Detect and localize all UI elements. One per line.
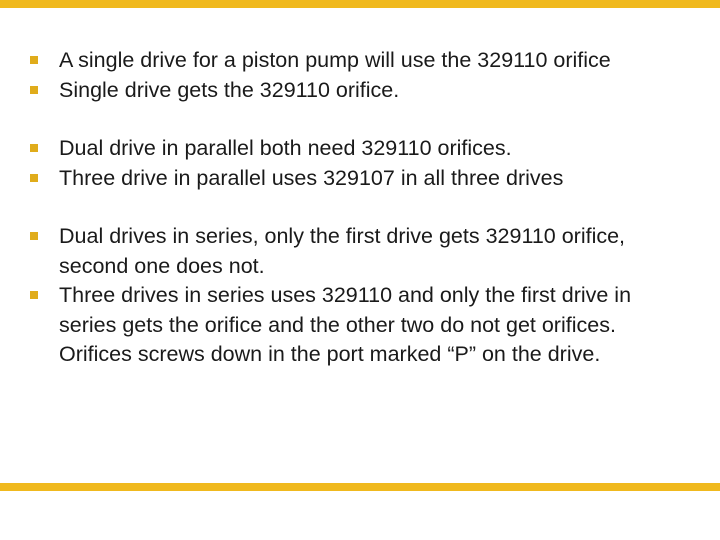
bullet-item bbox=[30, 222, 690, 281]
slide-body bbox=[30, 46, 690, 370]
bullet-text: Three drive in parallel uses 329107 in all three drives bbox=[59, 165, 564, 190]
square-bullet-icon bbox=[30, 56, 38, 64]
bullet-group-1 bbox=[30, 46, 690, 105]
bullet-item bbox=[30, 281, 690, 370]
bullet-text: Dual drives in series, only the first drive gets 329110 orifice, second one does not. bbox=[59, 224, 626, 278]
square-bullet-icon bbox=[30, 144, 38, 152]
bullet-item bbox=[30, 76, 690, 106]
square-bullet-icon bbox=[30, 291, 38, 299]
top-accent-bar bbox=[0, 0, 720, 8]
bullet-group-3 bbox=[30, 222, 690, 370]
bullet-item bbox=[30, 164, 690, 194]
bullet-text: Three drives in series uses 329110 and only the first drive in series gets the orifice and the other two do not get orifices. Orifices screws down in the port marked “P” on the drive. bbox=[59, 283, 632, 366]
square-bullet-icon bbox=[30, 232, 38, 240]
square-bullet-icon bbox=[30, 174, 38, 182]
bullet-text: Dual drive in parallel both need 329110 orifices. bbox=[59, 136, 512, 160]
bullet-item bbox=[30, 46, 690, 76]
bullet-text: A single drive for a piston pump will use the 329110 orifice bbox=[59, 48, 611, 72]
square-bullet-icon bbox=[30, 86, 38, 94]
bullet-group-2 bbox=[30, 134, 690, 193]
bullet-text: Single drive gets the 329110 orifice. bbox=[59, 77, 400, 102]
bottom-accent-bar bbox=[0, 483, 720, 491]
bullet-item bbox=[30, 134, 690, 164]
